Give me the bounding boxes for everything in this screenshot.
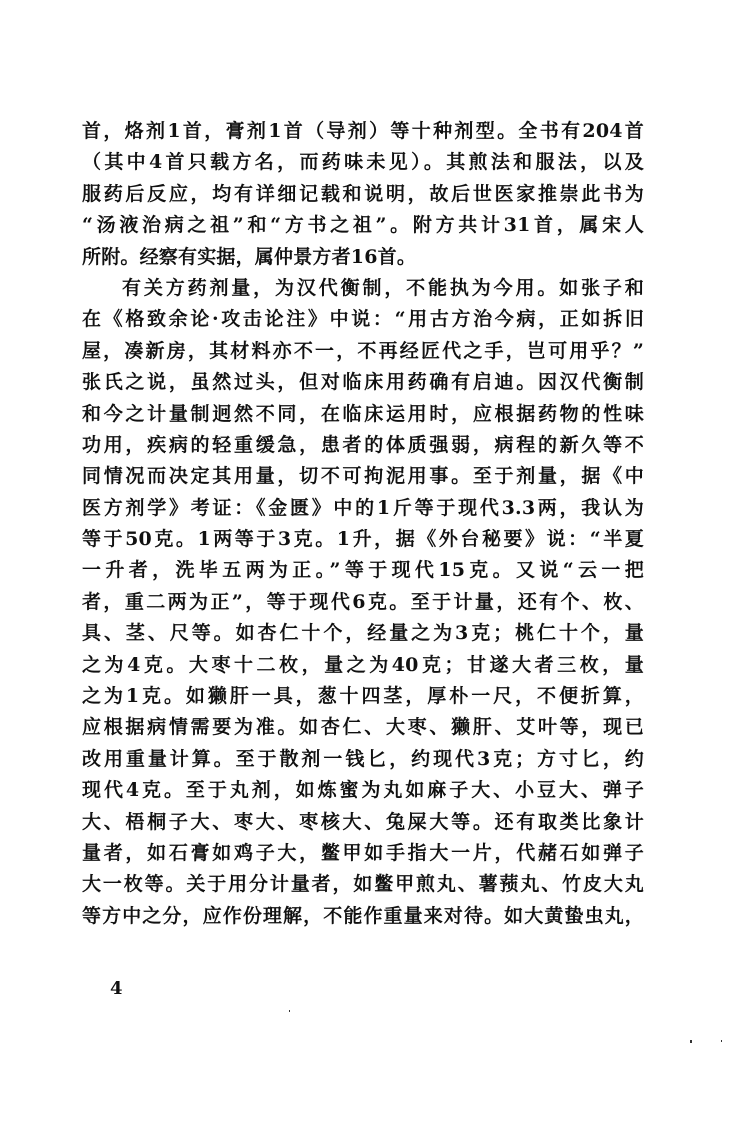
text-line: 者，重二两为正”，等于现代6克。至于计量，还有个、枚、 — [82, 590, 644, 613]
text-line: 所附。经察有实据，属仲景方者16首。 — [82, 245, 417, 268]
text-line: 之为4克。大枣十二枚，量之为40克；甘遂大者三枚，量 — [82, 653, 644, 676]
text-line: 同情况而决定其用量，切不可拘泥用事。至于剂量，据《中 — [82, 465, 644, 488]
page-number: 4 — [110, 978, 123, 999]
text-line: 大、梧桐子大、枣大、枣核大、兔屎大等。还有取类比象计 — [82, 810, 644, 833]
text-line: 改用重量计算。至于散剂一钱匕，约现代3克；方寸匕，约 — [82, 747, 644, 770]
text-line: 现代4克。至于丸剂，如炼蜜为丸如麻子大、小豆大、弹子 — [82, 779, 644, 802]
text-line: 量者，如石膏如鸡子大，鳖甲如手指大一片，代赭石如弹子 — [82, 841, 644, 864]
text-line: 等方中之分，应作份理解，不能作重量来对待。如大黄蛰虫丸， — [82, 904, 644, 927]
text-line: 屋，凑新房，其材料亦不一，不再经匠代之手，岂可用乎？” — [82, 339, 644, 362]
body-text — [82, 116, 644, 932]
text-line: 在《格致余论·攻击论注》中说：“用古方治今病，正如拆旧 — [82, 308, 644, 331]
text-line: 张氏之说，虽然过头，但对临床用药确有启迪。因汉代衡制 — [82, 371, 644, 394]
text-line: “汤液治病之祖”和“方书之祖”。附方共计31首，属宋人 — [82, 214, 644, 237]
scan-speck — [690, 1040, 692, 1043]
text-line: 功用，疾病的轻重缓急，患者的体质强弱，病程的新久等不 — [82, 433, 644, 456]
scan-speck — [289, 1010, 290, 1012]
text-line: 具、茎、尺等。如杏仁十个，经量之为3克；桃仁十个，量 — [82, 622, 644, 645]
text-line: 医方剂学》考证：《金匮》中的1斤等于现代3.3两，我认为 — [82, 496, 644, 519]
text-line: 应根据病情需要为准。如杏仁、大枣、獭肝、艾叶等，现已 — [82, 716, 644, 739]
scan-speck — [721, 1040, 722, 1042]
text-line: 和今之计量制迥然不同，在临床运用时，应根据药物的性味 — [82, 402, 644, 425]
text-line: （其中4首只载方名，而药味未见）。其煎法和服法，以及 — [82, 151, 644, 174]
text-line: 首，烙剂1首，膏剂1首（导剂）等十种剂型。全书有204首 — [82, 120, 644, 142]
text-line: 有关方药剂量，为汉代衡制，不能执为今用。如张子和 — [122, 276, 644, 299]
text-line: 之为1克。如獭肝一具，葱十四茎，厚朴一尺，不便折算， — [82, 685, 644, 708]
text-line: 等于50克。1两等于3克。1升，据《外台秘要》说：“半夏 — [82, 528, 644, 551]
text-line: 一升者，洗毕五两为正。”等于现代15克。又说“云一把 — [82, 559, 644, 582]
text-line: 服药后反应，均有详细记载和说明，故后世医家推崇此书为 — [82, 182, 644, 205]
text-line: 大一枚等。关于用分计量者，如鳖甲煎丸、薯蓣丸、竹皮大丸 — [82, 873, 644, 896]
